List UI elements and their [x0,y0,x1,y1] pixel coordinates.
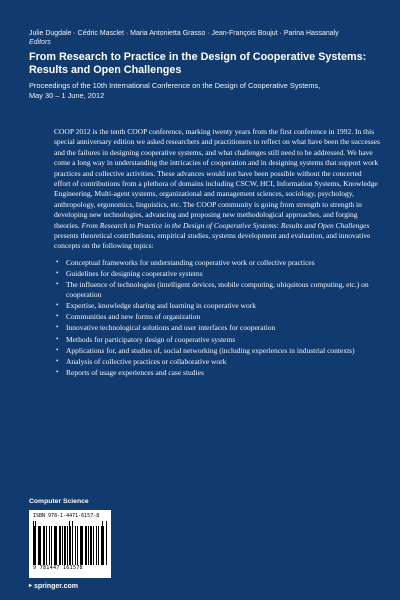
publisher-url[interactable] [29,582,169,591]
publisher-url-text: springer.com [34,583,78,590]
book-title: From Research to Practice in the Design of Cooperative Systems: Results and Open Challenges [29,51,367,76]
topic-item [54,335,380,345]
topic-text: Applications for, and studies of, social networking (including experiences in industrial contexts) [66,345,355,355]
back-cover-blurb [54,127,380,379]
book-subtitle [29,81,379,101]
bullet-icon: • [56,345,59,354]
bullet-icon: • [56,334,59,343]
topic-item [54,258,380,268]
topic-item [54,301,380,311]
cover-header [29,29,379,101]
topic-item [54,269,380,279]
topic-item [54,368,380,378]
topic-text: Innovative technological solutions and user interfaces for cooperation [66,323,276,333]
topic-item [54,346,380,356]
barcode-bars [33,521,107,565]
blurb-paragraph [54,127,380,252]
editors-names: Julie Dugdale · Cédric Masclet · Maria Antonietta Grasso · Jean-François Boujut · Parina Hassanaly [29,30,339,37]
isbn-barcode [29,510,111,578]
topic-text: Communities and new forms of organization [66,312,201,322]
topic-text: Methods for participatory design of cooperative systems [66,334,236,344]
blurb-outro: presents theoretical contributions, empirical studies, systems development and evaluation, and innovative concepts on the following topics: [54,231,371,251]
topic-item [54,280,380,299]
bullet-icon: • [56,356,59,365]
topic-text: Guidelines for designing cooperative systems [66,269,203,279]
topic-item [54,323,380,333]
cover-footer [29,498,169,591]
topic-item [54,357,380,367]
category-label: Computer Science [29,498,89,505]
topics-list [54,258,380,378]
arrow-right-icon: ▸ [29,583,33,589]
topic-item [54,312,380,322]
bullet-icon: • [56,269,59,278]
topic-text: Expertise, knowledge sharing and learning in cooperative work [66,301,256,311]
bullet-icon: • [56,323,59,332]
barcode-number: 9 781447 161578 [33,565,83,571]
bullet-icon: • [56,280,59,289]
topic-text: The influence of technologies (intelligent devices, mobile computing, ubiquitous computing, etc.) on cooperation [66,280,369,299]
bullet-icon: • [56,257,59,266]
topic-text: Conceptual frameworks for understanding cooperative work or collective practices [66,257,315,267]
blurb-book-title: From Research to Practice in the Design of Cooperative Systems: Results and Open Challenges [81,220,370,230]
topic-text: Reports of usage experiences and case studies [66,368,204,378]
proceedings-line: Proceedings of the 10th International Conference on the Design of Cooperative Systems, [29,81,321,90]
bullet-icon: • [56,368,59,377]
bullet-icon: • [56,312,59,321]
blurb-intro: COOP 2012 is the tenth COOP conference, marking twenty years from the first conference in 1992. In this special anniversary edition we asked researchers and practitioners to reflect on what have been the successes and the failures in designing cooperative systems, and what challenges still need to be addressed. We have come a long way in understanding the intricacies of cooperation and in designing systems that support work practices and collective activities. These advances would not have been possible without the concerted effort of contributions from a plethora of domains including CSCW, HCI, Information Systems, Knowledge Engineering, Multi-agent systems, organizational and management sciences, sociology, psychology, anthropology, ergonomics, linguistics, etc. The COOP community is going from strength to strength in developing new technologies, advancing and proposing new methodological approaches, and forging theories. [54,127,380,230]
editors-label: Editors [29,39,51,46]
conference-date: May 30 – 1 June, 2012 [29,91,105,100]
bullet-icon: • [56,301,59,310]
isbn-text: ISBN 978-1-4471-6157-8 [33,513,100,519]
topic-text: Analysis of collective practices or collaborative work [66,356,227,366]
